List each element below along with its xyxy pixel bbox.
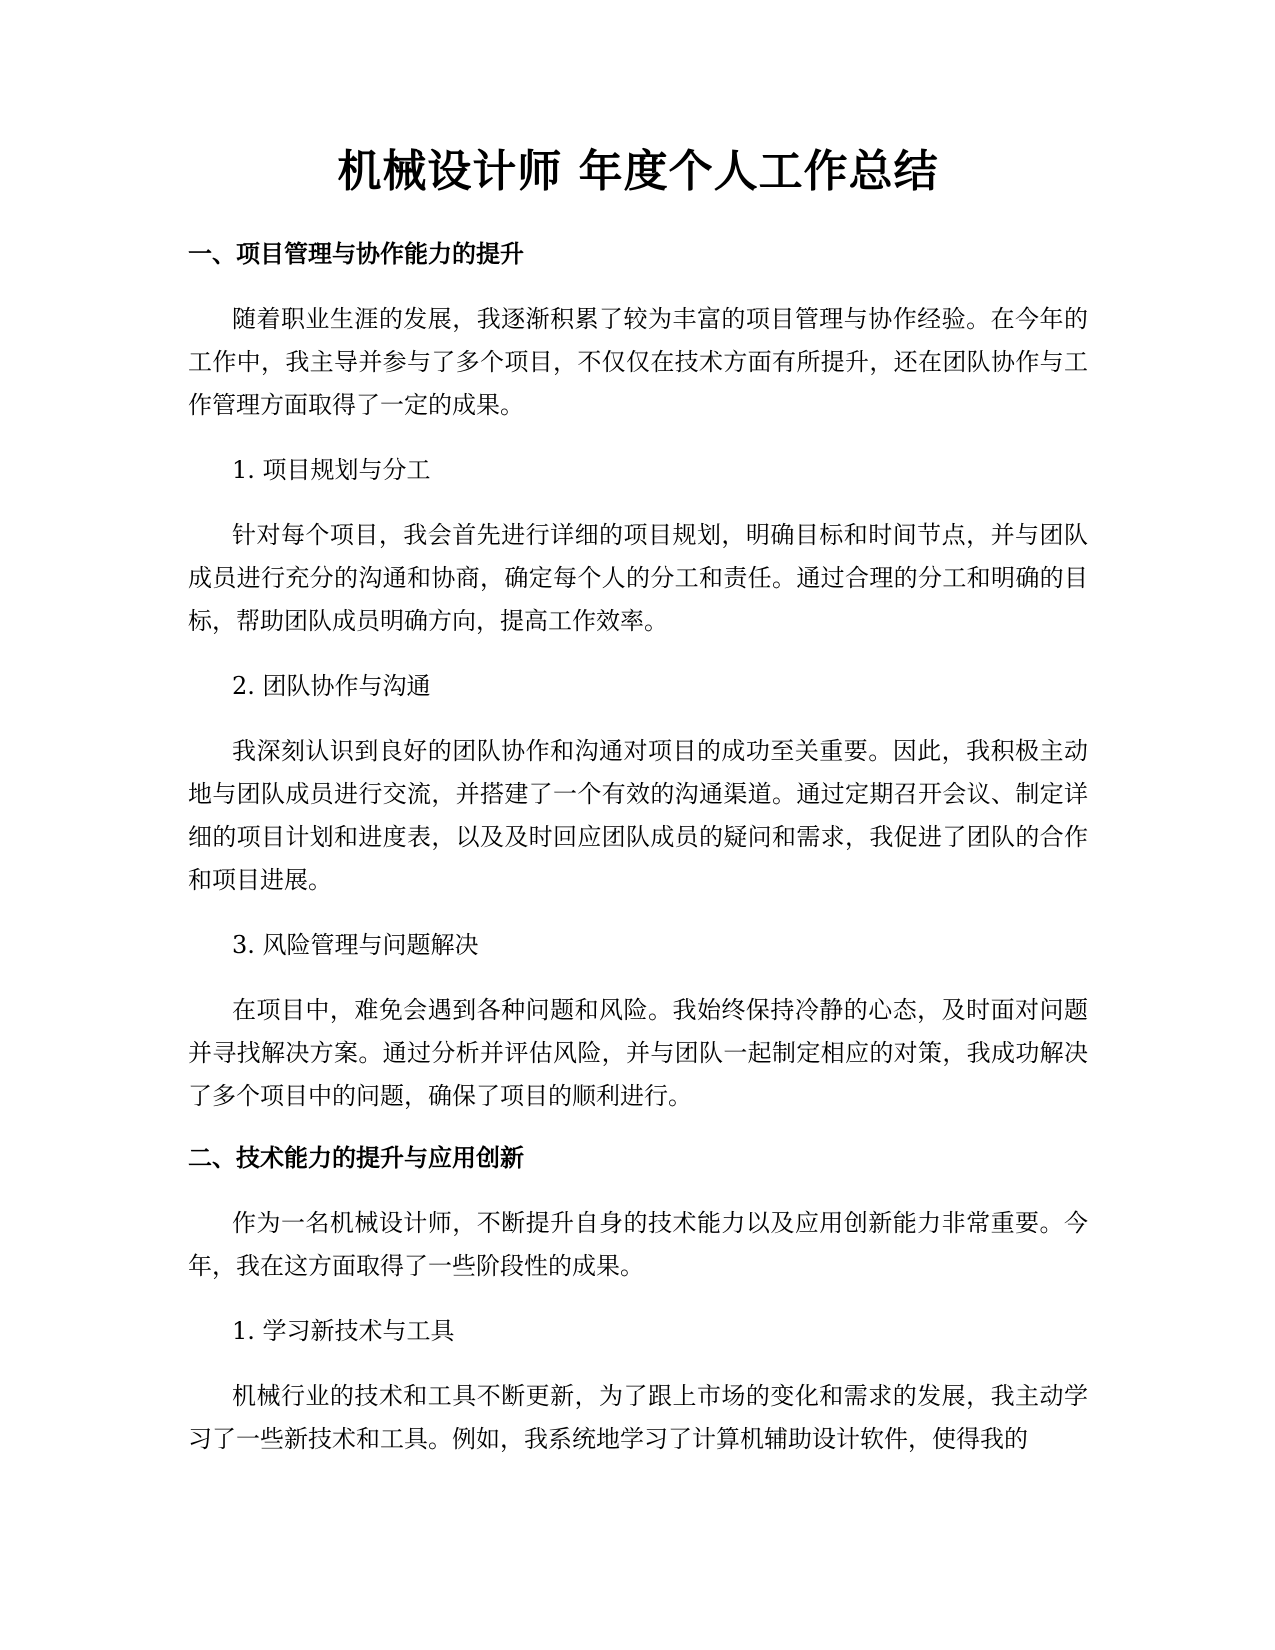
section-heading-project-management: 一、项目管理与协作能力的提升 [188, 240, 524, 268]
paragraph-learning-new-tech: 机械行业的技术和工具不断更新，为了跟上市场的变化和需求的发展，我主动学习了一些新技术和工具。例如，我系统地学习了计算机辅助设计软件，使得我的 [188, 1382, 1088, 1453]
paragraph-risk-management: 在项目中，难免会遇到各种问题和风险。我始终保持冷静的心态，及时面对问题并寻找解决方案。通过分析并评估风险，并与团队一起制定相应的对策，我成功解决了多个项目中的问题，确保了项目的顺利进行。 [188, 996, 1088, 1110]
section-heading-technical-skills: 二、技术能力的提升与应用创新 [188, 1144, 524, 1172]
subheading-risk-management: 3. 风险管理与问题解决 [232, 931, 479, 959]
document-body [188, 140, 1088, 1483]
paragraph-project-planning: 针对每个项目，我会首先进行详细的项目规划，明确目标和时间节点，并与团队成员进行充分的沟通和协商，确定每个人的分工和责任。通过合理的分工和明确的目标，帮助团队成员明确方向，提高工作效率。 [188, 521, 1088, 635]
section-intro-paragraph: 随着职业生涯的发展，我逐渐积累了较为丰富的项目管理与协作经验。在今年的工作中，我主导并参与了多个项目，不仅仅在技术方面有所提升，还在团队协作与工作管理方面取得了一定的成果。 [188, 305, 1088, 419]
subheading-project-planning: 1. 项目规划与分工 [232, 456, 431, 484]
subheading-learning-new-tech: 1. 学习新技术与工具 [232, 1317, 455, 1345]
section-intro-paragraph: 作为一名机械设计师，不断提升自身的技术能力以及应用创新能力非常重要。今年，我在这方面取得了一些阶段性的成果。 [188, 1209, 1088, 1280]
document-title: 机械设计师 年度个人工作总结 [337, 146, 939, 197]
paragraph-team-collaboration: 我深刻认识到良好的团队协作和沟通对项目的成功至关重要。因此，我积极主动地与团队成员进行交流，并搭建了一个有效的沟通渠道。通过定期召开会议、制定详细的项目计划和进度表，以及及时回应团队成员的疑问和需求，我促进了团队的合作和项目进展。 [188, 737, 1088, 894]
subheading-team-collaboration: 2. 团队协作与沟通 [232, 672, 431, 700]
